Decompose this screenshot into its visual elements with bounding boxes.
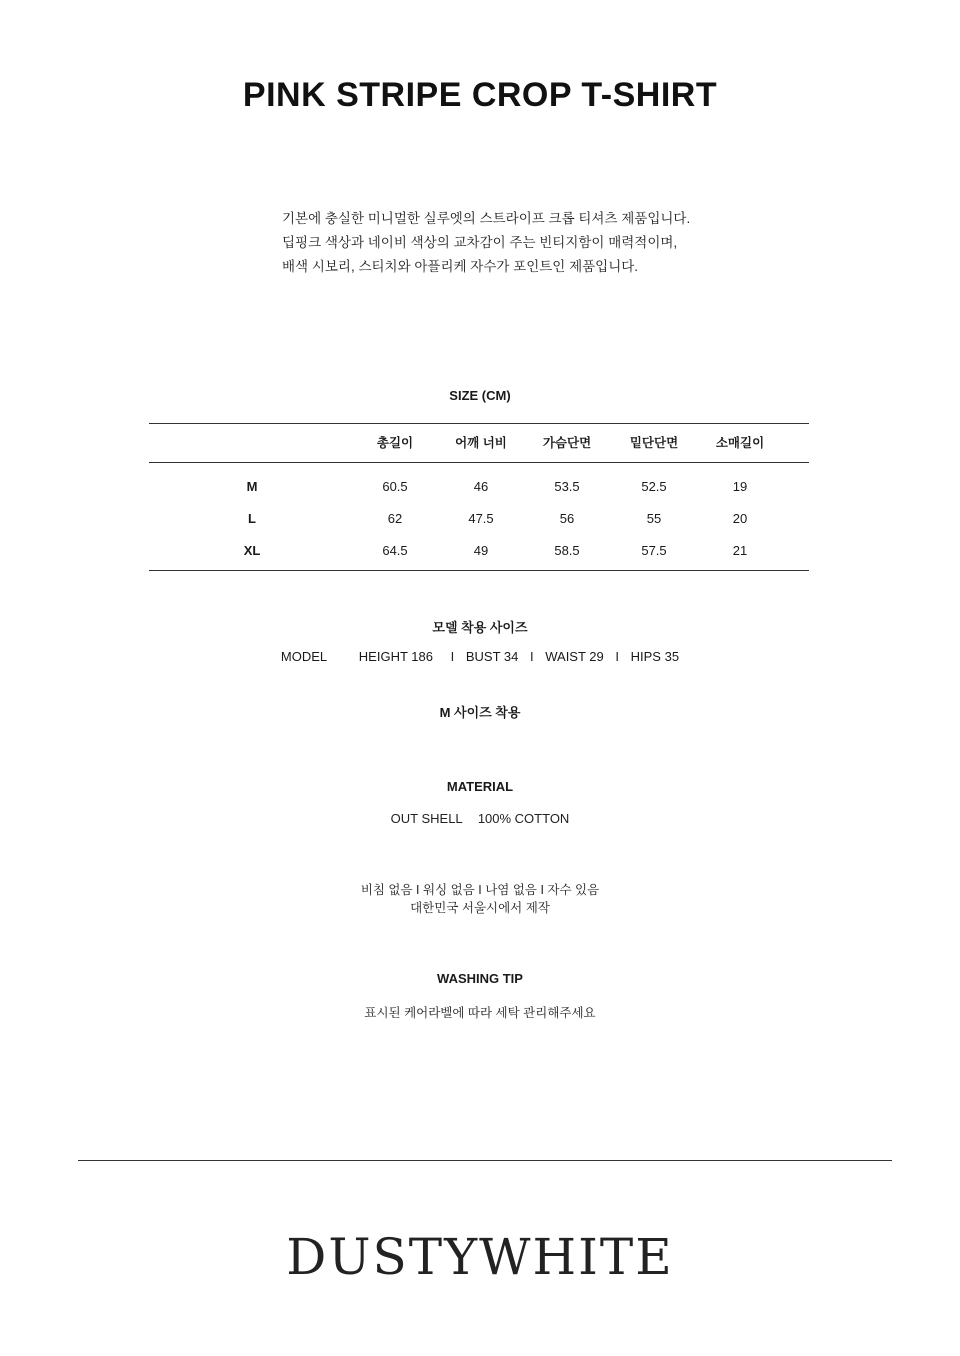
table-bottom-rule	[149, 570, 809, 571]
column-header: 밑단단면	[629, 436, 679, 450]
model-measurements	[0, 649, 960, 664]
footer-divider	[78, 1160, 892, 1161]
size-heading: SIZE (CM)	[449, 388, 511, 403]
description-line: 배색 시보리, 스티치와 아플리케 자수가 포인트인 제품입니다.	[282, 259, 639, 274]
description-line: 딥핑크 색상과 네이비 색상의 교차감이 주는 빈티지함이 매력적이며,	[282, 235, 678, 250]
product-description	[282, 207, 742, 279]
size-value: 58.5	[554, 543, 580, 558]
size-value: 64.5	[382, 543, 408, 558]
size-label: XL	[243, 543, 261, 558]
material-heading: MATERIAL	[446, 779, 514, 794]
size-value: 49	[473, 543, 489, 558]
size-value: 53.5	[554, 479, 580, 494]
separator: I	[450, 649, 455, 664]
material-line	[0, 811, 960, 826]
separator: I	[615, 649, 620, 664]
column-header: 소매길이	[715, 436, 765, 450]
model-hips: HIPS 35	[630, 649, 680, 664]
washing-heading: WASHING TIP	[437, 971, 523, 986]
material-label: OUT SHELL	[390, 811, 463, 826]
origin-note: 대한민국 서울시에서 제작	[410, 901, 550, 915]
fabric-features: 비침 없음 I 워싱 없음 I 나염 없음 I 자수 있음	[360, 883, 600, 897]
column-header: 가슴단면	[542, 436, 592, 450]
size-value: 52.5	[641, 479, 667, 494]
column-header: 어깨 너비	[455, 436, 507, 450]
model-height: HEIGHT 186	[358, 649, 433, 664]
size-value: 19	[732, 479, 748, 494]
size-table	[149, 423, 809, 571]
model-label: MODEL	[280, 649, 328, 664]
size-label: L	[248, 511, 256, 526]
washing-text: 표시된 케어라벨에 따라 세탁 관리해주세요	[364, 1006, 596, 1020]
size-value: 60.5	[382, 479, 408, 494]
product-title: PINK STRIPE CROP T-SHIRT	[242, 76, 718, 114]
description-line: 기본에 충실한 미니멀한 실루엣의 스트라이프 크롭 티셔츠 제품입니다.	[282, 211, 691, 226]
table-row	[149, 471, 809, 503]
size-value: 62	[387, 511, 403, 526]
size-value: 56	[559, 511, 575, 526]
model-heading: 모델 착용 사이즈	[432, 620, 528, 635]
size-value: 55	[646, 511, 662, 526]
model-waist: WAIST 29	[545, 649, 604, 664]
table-row	[149, 535, 809, 567]
size-value: 21	[732, 543, 748, 558]
size-label: M	[246, 479, 258, 494]
material-value: 100% COTTON	[477, 811, 570, 826]
size-value: 47.5	[468, 511, 494, 526]
separator: I	[529, 649, 534, 664]
size-value: 46	[473, 479, 489, 494]
model-bust: BUST 34	[465, 649, 519, 664]
brand-logo: DUSTYWHITE	[286, 1228, 674, 1286]
size-value: 20	[732, 511, 748, 526]
table-header-row	[149, 424, 809, 462]
model-fit-note: M 사이즈 착용	[439, 705, 521, 720]
table-row	[149, 503, 809, 535]
size-value: 57.5	[641, 543, 667, 558]
column-header: 총길이	[376, 436, 414, 450]
